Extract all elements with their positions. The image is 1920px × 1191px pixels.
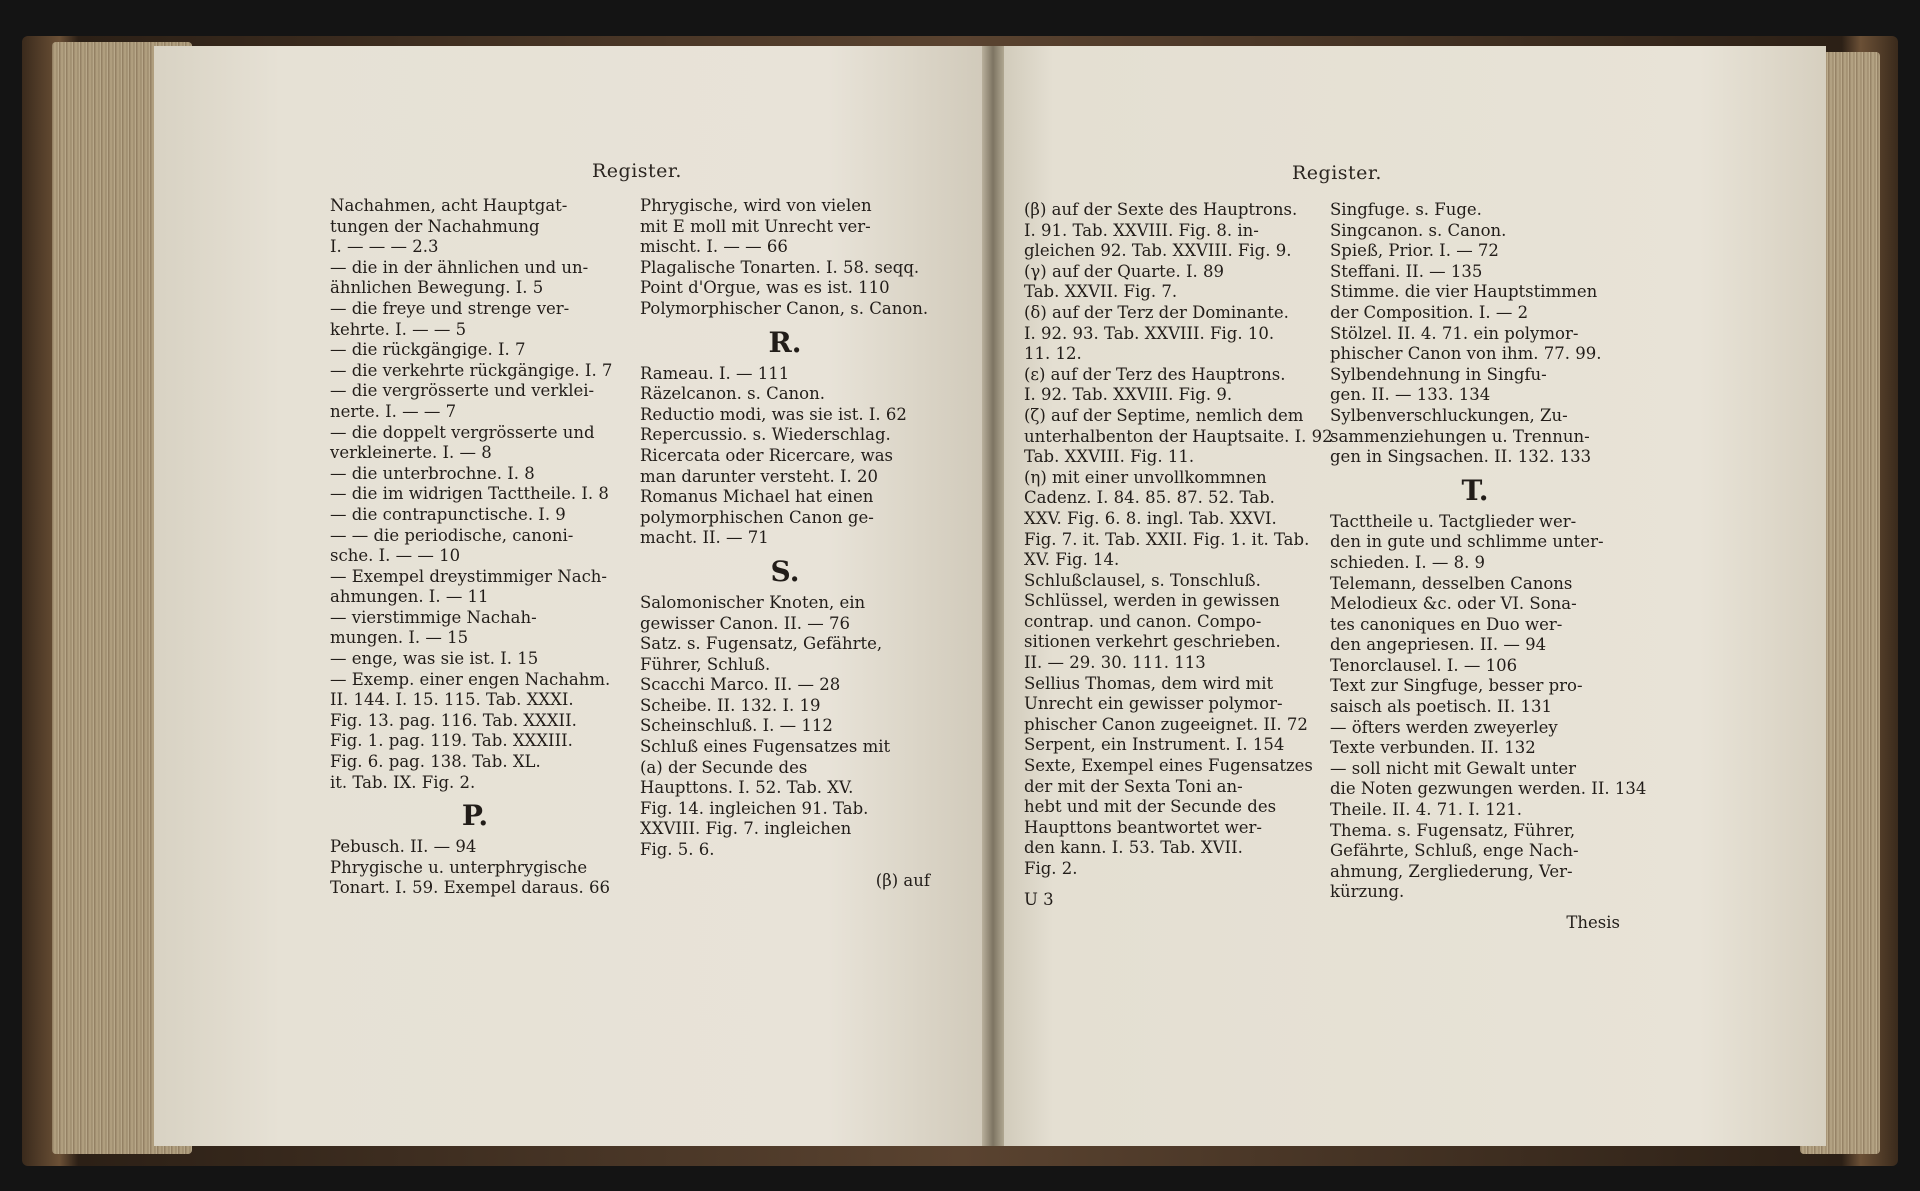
left-page-column-1 bbox=[330, 196, 620, 899]
register-entry-line: Satz. s. Fugensatz, Gefährte, bbox=[640, 634, 883, 654]
register-entry-line: gen. II. — 133. 134 bbox=[1330, 385, 1491, 405]
register-entry-line: ähnlichen Bewegung. I. 5 bbox=[330, 278, 544, 298]
register-entry-line: Fig. 5. 6. bbox=[640, 840, 715, 860]
register-entry-line: der Composition. I. — 2 bbox=[1330, 302, 1529, 322]
register-entry-line: Sexte, Exempel eines Fugensatzes bbox=[1024, 756, 1313, 776]
register-entry-line: Steffani. II. — 135 bbox=[1330, 261, 1483, 281]
register-entry-line: Stölzel. II. 4. 71. ein polymor- bbox=[1330, 323, 1579, 343]
register-entry-line: Fig. 13. pag. 116. Tab. XXXII. bbox=[330, 710, 577, 730]
register-entry-line: (β) auf der Sexte des Hauptrons. bbox=[1024, 200, 1298, 219]
section-letter: R. bbox=[768, 325, 802, 359]
register-entry-line: Polymorphischer Canon, s. Canon. bbox=[640, 298, 929, 318]
section-letter: P. bbox=[461, 799, 489, 833]
register-entry-line: Pebusch. II. — 94 bbox=[330, 837, 477, 857]
register-entry-line: polymorphischen Canon ge- bbox=[640, 507, 874, 527]
register-entry-line: — soll nicht mit Gewalt unter bbox=[1330, 758, 1576, 778]
register-entry-line: Rameau. I. — 111 bbox=[640, 363, 790, 383]
register-entry-line: — die im widrigen Tacttheile. I. 8 bbox=[330, 484, 609, 504]
register-entry-line: unterhalbenton der Hauptsaite. I. 92 bbox=[1024, 426, 1333, 446]
register-entry-line: den in gute und schlimme unter- bbox=[1330, 532, 1604, 552]
register-entry-line: Salomonischer Knoten, ein bbox=[640, 592, 866, 612]
register-entry-line: Fig. 6. pag. 138. Tab. XL. bbox=[330, 752, 541, 772]
register-entry-line: Fig. 7. it. Tab. XXII. Fig. 1. it. Tab. bbox=[1024, 529, 1310, 549]
register-entry-line: Romanus Michael hat einen bbox=[640, 487, 874, 507]
register-entry-line: — die in der ähnlichen und un- bbox=[330, 257, 589, 277]
register-entry-line: XXVIII. Fig. 7. ingleichen bbox=[640, 819, 852, 839]
right-page-column-2 bbox=[1330, 200, 1647, 934]
register-entry-line: gewisser Canon. II. — 76 bbox=[640, 613, 850, 633]
register-entry-line: — vierstimmige Nachah- bbox=[330, 607, 537, 627]
register-entry-line: Schlüssel, werden in gewissen bbox=[1024, 591, 1280, 611]
register-entry-line: — die contrapunctische. I. 9 bbox=[330, 504, 566, 524]
register-entry-line: nerte. I. — — 7 bbox=[330, 401, 457, 421]
register-entry-line: Singcanon. s. Canon. bbox=[1330, 220, 1507, 240]
register-entry-line: Point d'Orgue, was es ist. 110 bbox=[640, 278, 890, 298]
register-entry-line: Singfuge. s. Fuge. bbox=[1330, 200, 1482, 219]
signature-mark: U 3 bbox=[1024, 889, 1054, 909]
register-entry-line: Scheinschluß. I. — 112 bbox=[640, 716, 833, 736]
book-gutter bbox=[982, 46, 1004, 1146]
register-entry-line: verkleinerte. I. — 8 bbox=[330, 443, 492, 463]
register-entry-line: Haupttons beantwortet wer- bbox=[1024, 817, 1262, 837]
register-entry-line: I. 92. Tab. XXVIII. Fig. 9. bbox=[1024, 385, 1233, 405]
register-entry-line: Cadenz. I. 84. 85. 87. 52. Tab. bbox=[1024, 488, 1275, 508]
register-entry-line: ahmungen. I. — 11 bbox=[330, 587, 489, 607]
register-entry-line: sitionen verkehrt geschrieben. bbox=[1024, 632, 1281, 652]
left-page-column-2 bbox=[640, 196, 930, 891]
register-entry-line: — öfters werden zweyerley bbox=[1330, 717, 1558, 737]
register-entry-line: Spieß, Prior. I. — 72 bbox=[1330, 241, 1499, 261]
register-entry-line: — die freye und strenge ver- bbox=[330, 298, 570, 318]
catchword: (β) auf bbox=[875, 870, 930, 890]
register-entry-line: Schluß eines Fugensatzes mit bbox=[640, 737, 891, 757]
register-entry-line: it. Tab. IX. Fig. 2. bbox=[330, 772, 476, 792]
register-entry-line: — enge, was sie ist. I. 15 bbox=[330, 649, 539, 669]
register-entry-line: ahmung, Zergliederung, Ver- bbox=[1330, 861, 1573, 881]
register-entry-line: Ricercata oder Ricercare, was bbox=[640, 445, 894, 465]
register-entry-line: Scheibe. II. 132. I. 19 bbox=[640, 695, 821, 715]
register-entry-line: Reductio modi, was sie ist. I. 62 bbox=[640, 404, 907, 424]
register-entry-line: den angepriesen. II. — 94 bbox=[1330, 635, 1547, 655]
register-entry-line: Thema. s. Fugensatz, Führer, bbox=[1330, 820, 1576, 840]
register-entry-line: man darunter versteht. I. 20 bbox=[640, 466, 879, 486]
register-entry-line: Texte verbunden. II. 132 bbox=[1330, 738, 1536, 758]
register-entry-line: Fig. 2. bbox=[1024, 859, 1078, 878]
section-letter: T. bbox=[1461, 473, 1489, 507]
register-entry-line: Tacttheile u. Tactglieder wer- bbox=[1330, 511, 1577, 531]
register-entry-line: mungen. I. — 15 bbox=[330, 628, 469, 648]
register-entry-line: Plagalische Tonarten. I. 58. seqq. bbox=[640, 257, 920, 277]
register-entry-line: macht. II. — 71 bbox=[640, 528, 769, 548]
register-entry-line: Führer, Schluß. bbox=[640, 654, 771, 674]
register-entry-line: II. — 29. 30. 111. 113 bbox=[1024, 653, 1206, 673]
right-running-head: Register. bbox=[1292, 162, 1382, 184]
register-entry-line: (δ) auf der Terz der Dominante. bbox=[1024, 302, 1289, 322]
register-entry-line: Melodieux &c. oder VI. Sona- bbox=[1330, 594, 1577, 614]
register-entry-line: tungen der Nachahmung bbox=[330, 216, 540, 236]
register-entry-line: Serpent, ein Instrument. I. 154 bbox=[1024, 735, 1285, 755]
section-letter: S. bbox=[770, 554, 800, 588]
register-entry-line: Tenorclausel. I. — 106 bbox=[1330, 655, 1518, 675]
register-entry-line: Sylbendehnung in Singfu- bbox=[1330, 364, 1547, 384]
register-entry-line: (ζ) auf der Septime, nemlich dem bbox=[1024, 405, 1304, 425]
register-entry-line: Sellius Thomas, dem wird mit bbox=[1024, 673, 1274, 693]
register-entry-line: Theile. II. 4. 71. I. 121. bbox=[1330, 800, 1522, 820]
register-entry-line: Schlußclausel, s. Tonschluß. bbox=[1024, 570, 1261, 590]
register-entry-line: sche. I. — — 10 bbox=[330, 546, 461, 566]
register-entry-line: — die verkehrte rückgängige. I. 7 bbox=[330, 360, 613, 380]
register-entry-line: Tab. XXVIII. Fig. 11. bbox=[1024, 447, 1195, 467]
register-entry-line: sammenziehungen u. Trennun- bbox=[1330, 426, 1590, 446]
register-entry-line: tes canoniques en Duo wer- bbox=[1330, 614, 1563, 634]
register-entry-line: Haupttons. I. 52. Tab. XV. bbox=[640, 778, 854, 798]
register-entry-line: — die vergrösserte und verklei- bbox=[330, 381, 595, 401]
register-entry-line: kürzung. bbox=[1330, 882, 1405, 902]
register-entry-line: — — die periodische, canoni- bbox=[330, 525, 574, 545]
register-entry-line: Scacchi Marco. II. — 28 bbox=[640, 675, 841, 695]
register-entry-line: I. — — — 2.3 bbox=[330, 237, 439, 257]
catchword: Thesis bbox=[1566, 913, 1620, 932]
register-entry-line: XV. Fig. 14. bbox=[1024, 550, 1120, 570]
register-entry-line: phischer Canon von ihm. 77. 99. bbox=[1330, 344, 1602, 364]
register-entry-line: hebt und mit der Secunde des bbox=[1024, 797, 1277, 817]
register-entry-line: der mit der Sexta Toni an- bbox=[1024, 776, 1243, 796]
register-entry-line: Gefährte, Schluß, enge Nach- bbox=[1330, 841, 1579, 861]
register-entry-line: Räzelcanon. s. Canon. bbox=[640, 384, 825, 404]
register-entry-line: contrap. und canon. Compo- bbox=[1024, 611, 1262, 631]
register-entry-line: — Exemp. einer engen Nachahm. bbox=[330, 669, 611, 689]
register-entry-line: II. 144. I. 15. 115. Tab. XXXI. bbox=[330, 690, 574, 710]
register-entry-line: Phrygische u. unterphrygische bbox=[330, 857, 588, 877]
register-entry-line: Telemann, desselben Canons bbox=[1330, 573, 1573, 593]
register-entry-line: Stimme. die vier Hauptstimmen bbox=[1330, 282, 1598, 302]
register-entry-line: gen in Singsachen. II. 132. 133 bbox=[1330, 447, 1592, 467]
register-entry-line: kehrte. I. — — 5 bbox=[330, 319, 467, 339]
register-entry-line: Tab. XXVII. Fig. 7. bbox=[1024, 282, 1178, 302]
register-entry-line: Sylbenverschluckungen, Zu- bbox=[1330, 405, 1568, 425]
register-entry-line: Fig. 1. pag. 119. Tab. XXXIII. bbox=[330, 731, 573, 751]
register-entry-line: saisch als poetisch. II. 131 bbox=[1330, 697, 1553, 717]
left-running-head: Register. bbox=[592, 160, 682, 182]
register-entry-line: (η) mit einer unvollkommnen bbox=[1024, 467, 1267, 487]
register-entry-line: (ε) auf der Terz des Hauptrons. bbox=[1024, 364, 1286, 384]
register-entry-line: mit E moll mit Unrecht ver- bbox=[640, 216, 871, 236]
register-entry-line: die Noten gezwungen werden. II. 134 bbox=[1330, 779, 1647, 799]
register-entry-line: I. 92. 93. Tab. XXVIII. Fig. 10. bbox=[1024, 323, 1275, 343]
right-page-column-1 bbox=[1024, 200, 1333, 910]
register-entry-line: 11. 12. bbox=[1024, 344, 1082, 364]
register-entry-line: — die rückgängige. I. 7 bbox=[330, 340, 526, 360]
register-entry-line: (γ) auf der Quarte. I. 89 bbox=[1024, 261, 1225, 281]
register-entry-line: I. 91. Tab. XXVIII. Fig. 8. in- bbox=[1024, 220, 1259, 240]
register-entry-line: mischt. I. — — 66 bbox=[640, 237, 788, 257]
register-entry-line: — die doppelt vergrösserte und bbox=[330, 422, 595, 442]
register-entry-line: gleichen 92. Tab. XXVIII. Fig. 9. bbox=[1024, 241, 1292, 261]
register-entry-line: Phrygische, wird von vielen bbox=[640, 196, 872, 215]
register-entry-line: schieden. I. — 8. 9 bbox=[1330, 552, 1486, 572]
register-entry-line: Repercussio. s. Wiederschlag. bbox=[640, 425, 891, 445]
register-entry-line: (a) der Secunde des bbox=[640, 757, 808, 777]
register-entry-line: den kann. I. 53. Tab. XVII. bbox=[1024, 838, 1243, 858]
register-entry-line: Unrecht ein gewisser polymor- bbox=[1024, 694, 1283, 714]
register-entry-line: Text zur Singfuge, besser pro- bbox=[1330, 676, 1583, 696]
register-entry-line: Tonart. I. 59. Exempel daraus. 66 bbox=[330, 878, 610, 898]
register-entry-line: XXV. Fig. 6. 8. ingl. Tab. XXVI. bbox=[1024, 508, 1277, 528]
register-entry-line: Fig. 14. ingleichen 91. Tab. bbox=[640, 798, 869, 818]
register-entry-line: — die unterbrochne. I. 8 bbox=[330, 463, 535, 483]
register-entry-line: Nachahmen, acht Hauptgat- bbox=[330, 196, 568, 215]
register-entry-line: — Exempel dreystimmiger Nach- bbox=[330, 566, 608, 586]
register-entry-line: phischer Canon zugeeignet. II. 72 bbox=[1024, 714, 1308, 734]
